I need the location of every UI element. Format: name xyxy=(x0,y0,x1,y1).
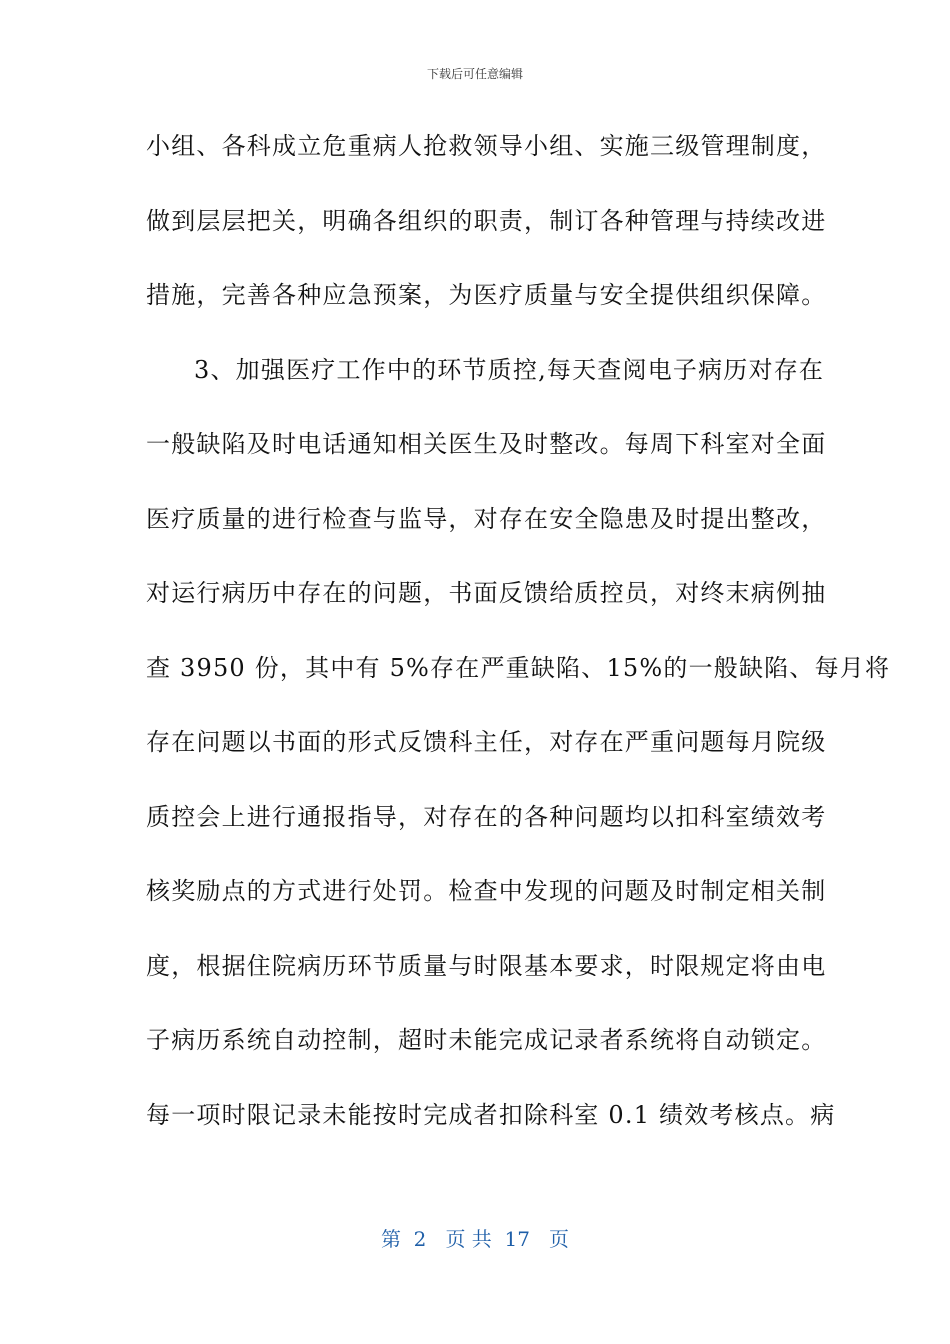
page-number-footer: 第 2 页 共 17 页 xyxy=(380,1227,570,1251)
text-line-8: 查 3950 份，其中有 5%存在严重缺陷、15%的一般缺陷、每月将 xyxy=(146,653,891,682)
text-line-11: 核奖励点的方式进行处罚。检查中发现的问题及时制定相关制 xyxy=(146,877,827,905)
text-line-2: 做到层层把关，明确各组织的职责，制订各种管理与持续改进 xyxy=(146,206,827,235)
text-line-6: 医疗质量的进行检查与监导，对存在安全隐患及时提出整改， xyxy=(146,504,827,533)
text-line-7: 对运行病历中存在的问题，书面反馈给质控员，对终末病例抽 xyxy=(146,579,827,607)
text-line-4-paragraph-start: 3、加强医疗工作中的环节质控,每天查阅电子病历对存在 xyxy=(194,355,825,384)
text-line-1: 小组、各科成立危重病人抢救领导小组、实施三级管理制度， xyxy=(146,132,827,160)
text-line-9: 存在问题以书面的形式反馈科主任，对存在严重问题每月院级 xyxy=(146,728,827,756)
text-line-3: 措施，完善各种应急预案，为医疗质量与安全提供组织保障。 xyxy=(146,281,827,309)
text-line-5: 一般缺陷及时电话通知相关医生及时整改。每周下科室对全面 xyxy=(146,430,827,458)
document-body xyxy=(146,122,891,1165)
text-line-10: 质控会上进行通报指导，对存在的各种问题均以扣科室绩效考 xyxy=(146,802,827,831)
text-line-12: 度，根据住院病历环节质量与时限基本要求，时限规定将由电 xyxy=(146,951,827,980)
text-line-14: 每一项时限记录未能按时完成者扣除科室 0.1 绩效考核点。病 xyxy=(146,1100,836,1129)
page-header: 下载后可任意编辑 xyxy=(426,67,523,81)
text-line-13: 子病历系统自动控制，超时未能完成记录者系统将自动锁定。 xyxy=(146,1026,827,1054)
